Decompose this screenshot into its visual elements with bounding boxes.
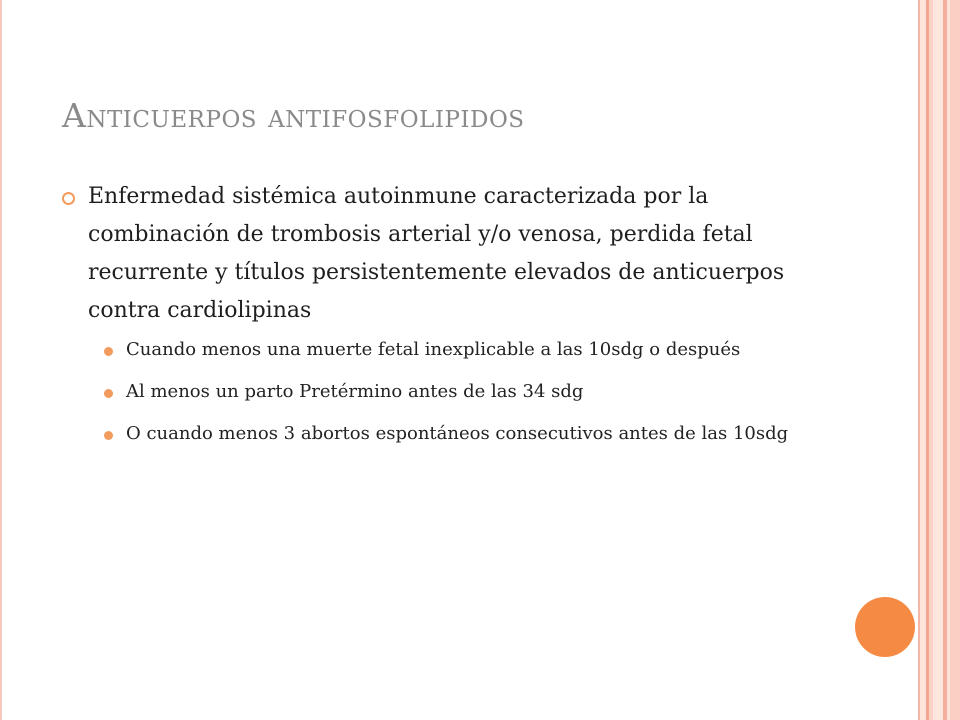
orange-circle-decoration (855, 597, 915, 657)
main-bullet-text: Enfermedad sistémica autoinmune caracterizada por la combinación de trombosis arterial y/o venosa, perdida fetal recurrente y títulos persistentemente elevados de anticuerpos contra cardiolipinas (88, 184, 785, 323)
sub-bullet-item (60, 378, 830, 406)
sub-bullet-item (60, 420, 830, 448)
slide-title: Anticuerpos antifosfolipidos (62, 96, 525, 135)
dot-bullet-icon (104, 389, 113, 398)
sub-bullet-text: O cuando menos 3 abortos espontáneos consecutivos antes de las 10sdg (126, 423, 789, 444)
stripe (950, 0, 960, 720)
dot-bullet-icon (104, 347, 113, 356)
slide-content (60, 178, 830, 462)
stripe (933, 0, 943, 720)
left-border-line (0, 0, 2, 720)
right-decorative-stripes (918, 0, 960, 720)
dot-bullet-icon (104, 431, 113, 440)
sub-bullet-list (60, 336, 830, 448)
sub-bullet-text: Al menos un parto Pretérmino antes de las 34 sdg (126, 381, 584, 402)
main-bullet (60, 178, 830, 330)
sub-bullet-item (60, 336, 830, 364)
ring-bullet-icon (62, 192, 75, 205)
sub-bullet-text: Cuando menos una muerte fetal inexplicable a las 10sdg o después (126, 339, 741, 360)
